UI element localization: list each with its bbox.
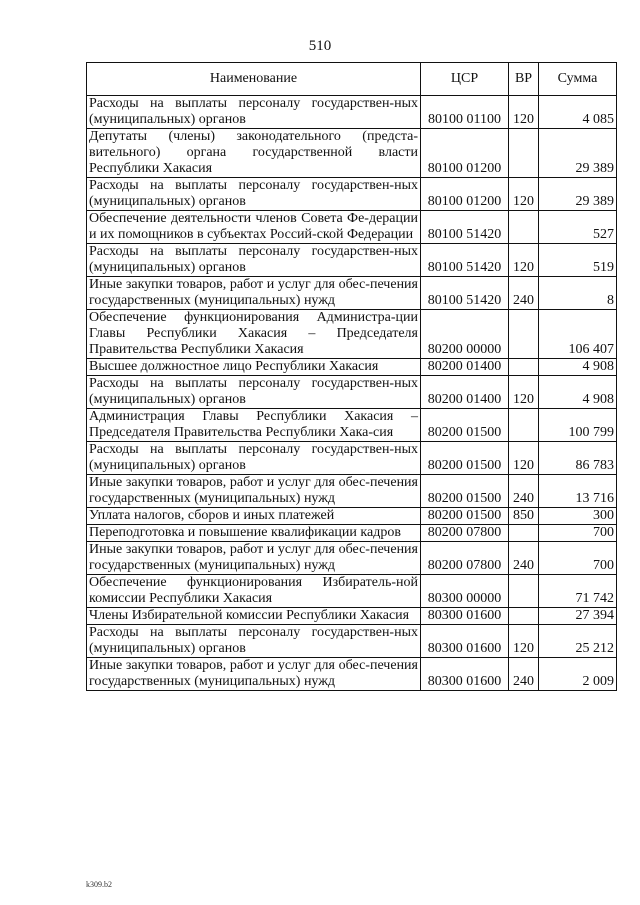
- cell-name: Иные закупки товаров, работ и услуг для обес-печения государственных (муниципальных) нужд: [87, 542, 421, 575]
- table-row: [87, 625, 617, 658]
- cell-vr: [509, 211, 539, 244]
- cell-name: Расходы на выплаты персоналу государствен-ных (муниципальных) органов: [87, 178, 421, 211]
- table-row: [87, 376, 617, 409]
- cell-name: Расходы на выплаты персоналу государствен-ных (муниципальных) органов: [87, 625, 421, 658]
- table-row: [87, 542, 617, 575]
- cell-csr: 80200 00000: [421, 310, 509, 359]
- cell-sum: 527: [539, 211, 617, 244]
- cell-sum: 2 009: [539, 658, 617, 691]
- cell-csr: 80100 51420: [421, 244, 509, 277]
- cell-name: Уплата налогов, сборов и иных платежей: [87, 508, 421, 525]
- cell-name: Высшее должностное лицо Республики Хакасия: [87, 359, 421, 376]
- cell-csr: 80100 51420: [421, 277, 509, 310]
- cell-vr: 120: [509, 96, 539, 129]
- table-row: [87, 575, 617, 608]
- cell-name: Обеспечение функционирования Администра-ции Главы Республики Хакасия – Председателя Правительства Республики Хакасия: [87, 310, 421, 359]
- cell-name: Администрация Главы Республики Хакасия – Председателя Правительства Республики Хака-сия: [87, 409, 421, 442]
- header-csr: ЦСР: [421, 63, 509, 96]
- cell-vr: [509, 310, 539, 359]
- footer-code: k309.b2: [86, 880, 112, 889]
- cell-sum: 13 716: [539, 475, 617, 508]
- table-row: [87, 525, 617, 542]
- cell-sum: 86 783: [539, 442, 617, 475]
- cell-csr: 80200 01400: [421, 359, 509, 376]
- table-row: [87, 277, 617, 310]
- cell-vr: 120: [509, 625, 539, 658]
- cell-name: Депутаты (члены) законодательного (предста-вительного) органа государственной власти Республики Хакасия: [87, 129, 421, 178]
- cell-vr: 240: [509, 658, 539, 691]
- cell-csr: 80300 01600: [421, 608, 509, 625]
- table-header-row: [87, 63, 617, 96]
- cell-sum: 100 799: [539, 409, 617, 442]
- cell-csr: 80300 01600: [421, 625, 509, 658]
- cell-sum: 25 212: [539, 625, 617, 658]
- cell-vr: 240: [509, 277, 539, 310]
- cell-vr: 240: [509, 542, 539, 575]
- table-row: [87, 129, 617, 178]
- cell-csr: 80300 01600: [421, 658, 509, 691]
- cell-csr: 80100 51420: [421, 211, 509, 244]
- cell-name: Расходы на выплаты персоналу государствен-ных (муниципальных) органов: [87, 376, 421, 409]
- cell-vr: [509, 608, 539, 625]
- cell-name: Расходы на выплаты персоналу государствен-ных (муниципальных) органов: [87, 96, 421, 129]
- cell-name: Члены Избирательной комиссии Республики Хакасия: [87, 608, 421, 625]
- table-row: [87, 475, 617, 508]
- cell-csr: 80200 07800: [421, 525, 509, 542]
- table-row: [87, 96, 617, 129]
- cell-name: Расходы на выплаты персоналу государствен-ных (муниципальных) органов: [87, 244, 421, 277]
- cell-sum: 106 407: [539, 310, 617, 359]
- cell-name: Иные закупки товаров, работ и услуг для обес-печения государственных (муниципальных) нужд: [87, 277, 421, 310]
- table-row: [87, 310, 617, 359]
- cell-sum: 700: [539, 542, 617, 575]
- cell-name: Расходы на выплаты персоналу государствен-ных (муниципальных) органов: [87, 442, 421, 475]
- table-row: [87, 211, 617, 244]
- cell-vr: 120: [509, 376, 539, 409]
- cell-vr: [509, 525, 539, 542]
- cell-sum: 519: [539, 244, 617, 277]
- cell-csr: 80200 01500: [421, 508, 509, 525]
- cell-csr: 80100 01200: [421, 178, 509, 211]
- cell-sum: 29 389: [539, 178, 617, 211]
- cell-csr: 80100 01200: [421, 129, 509, 178]
- cell-sum: 29 389: [539, 129, 617, 178]
- header-sum: Сумма: [539, 63, 617, 96]
- cell-csr: 80200 01500: [421, 442, 509, 475]
- cell-sum: 27 394: [539, 608, 617, 625]
- cell-vr: 120: [509, 244, 539, 277]
- cell-csr: 80100 01100: [421, 96, 509, 129]
- table-row: [87, 244, 617, 277]
- cell-sum: 8: [539, 277, 617, 310]
- cell-sum: 4 908: [539, 376, 617, 409]
- cell-csr: 80200 07800: [421, 542, 509, 575]
- cell-sum: 300: [539, 508, 617, 525]
- cell-vr: [509, 129, 539, 178]
- table-row: [87, 178, 617, 211]
- table-row: [87, 658, 617, 691]
- cell-vr: 850: [509, 508, 539, 525]
- table-row: [87, 409, 617, 442]
- table-row: [87, 508, 617, 525]
- cell-sum: 700: [539, 525, 617, 542]
- header-vr: ВР: [509, 63, 539, 96]
- cell-csr: 80200 01400: [421, 376, 509, 409]
- cell-vr: [509, 409, 539, 442]
- cell-vr: [509, 575, 539, 608]
- cell-name: Переподготовка и повышение квалификации кадров: [87, 525, 421, 542]
- page-number: 510: [308, 38, 332, 54]
- table-body: [87, 96, 617, 691]
- cell-csr: 80300 00000: [421, 575, 509, 608]
- table-row: [87, 442, 617, 475]
- cell-csr: 80200 01500: [421, 475, 509, 508]
- cell-vr: [509, 359, 539, 376]
- table-row: [87, 359, 617, 376]
- cell-vr: 120: [509, 442, 539, 475]
- cell-sum: 71 742: [539, 575, 617, 608]
- header-name: Наименование: [87, 63, 421, 96]
- cell-name: Иные закупки товаров, работ и услуг для обес-печения государственных (муниципальных) нужд: [87, 658, 421, 691]
- cell-csr: 80200 01500: [421, 409, 509, 442]
- cell-name: Иные закупки товаров, работ и услуг для обес-печения государственных (муниципальных) нужд: [87, 475, 421, 508]
- cell-vr: 120: [509, 178, 539, 211]
- budget-table: [86, 62, 617, 691]
- cell-sum: 4 908: [539, 359, 617, 376]
- cell-name: Обеспечение функционирования Избиратель-ной комиссии Республики Хакасия: [87, 575, 421, 608]
- cell-sum: 4 085: [539, 96, 617, 129]
- table-row: [87, 608, 617, 625]
- cell-name: Обеспечение деятельности членов Совета Фе-дерации и их помощников в субъектах Россий-ской Федерации: [87, 211, 421, 244]
- cell-vr: 240: [509, 475, 539, 508]
